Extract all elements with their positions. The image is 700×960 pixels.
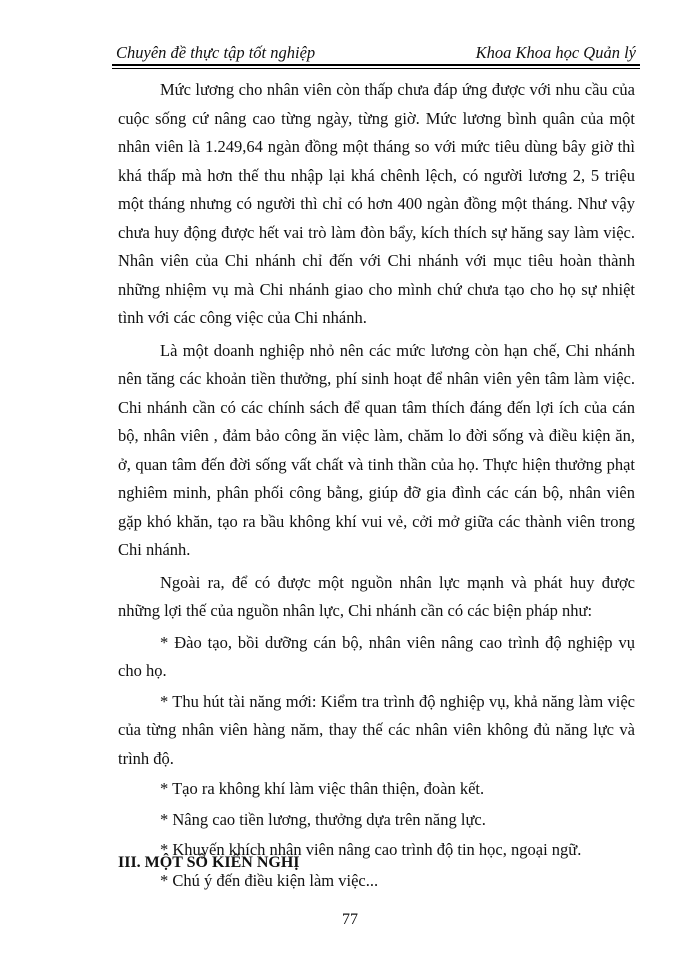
paragraph-small-business: Là một doanh nghiệp nhỏ nên các mức lương còn hạn chế, Chi nhánh nên tăng các khoản tiền thưởng, phí sinh hoạt để nhân viên yên tâm làm việc. Chi nhánh cần có các chính sách để quan tâm thích đáng đến lợi ích của cán bộ, nhân viên , đảm bảo công ăn việc làm, chăm lo đời sống và điều kiện ăn, ở, quan tâm đến đời sống vất chất và tinh thần của họ. Thực hiện thưởng phạt nghiêm minh, phân phối công bằng, giúp đỡ gia đình các cán bộ, nhân viên gặp khó khăn, tạo ra bầu không khí vui vẻ, cởi mở giữa các thành viên trong Chi nhánh. [118,340,635,559]
bullet-working-conditions: * Chú ý đến điều kiện làm việc... [160,870,379,890]
bullet-encourage-skills: * Khuyến khích nhân viên nâng cao trình độ tin học, ngoại ngữ. [160,840,582,859]
paragraph-salary: Mức lương cho nhân viên còn thấp chưa đáp ứng được với nhu cầu của cuộc sống cứ nâng cao từng ngày, từng giờ. Mức lương bình quân của một nhân viên là 1.249,64 ngàn đồng một tháng so với mức tiêu dùng bây giờ thì khá thấp mà hơn thế thu nhập lại khá chênh lệch, có người lương 2, 5 triệu một tháng nhưng có người thì chỉ có hơn 400 ngàn đồng một tháng. Như vậy chưa huy động được hết vai trò làm đòn bẩy, kích thích sự hăng say làm việc. Nhân viên của Chi nhánh chỉ đến với Chi nhánh với mục tiêu hoàn thành những nhiệm vụ mà Chi nhánh giao cho mình chứ chưa tạo cho họ sự nhiệt tình với các công việc của Chi nhánh. [118,80,635,327]
body-text [118,76,635,897]
header-rule-thick [112,64,640,66]
bullet-training: * Đào tạo, bồi dưỡng cán bộ, nhân viên nâng cao trình độ nghiệp vụ cho họ. [118,632,635,680]
header-rule-thin [112,68,640,69]
section-heading: III. MỘT SỐ KIẾN NGHỊ [118,854,300,871]
bullet-raise-salary: * Nâng cao tiền lương, thưởng dựa trên năng lực. [160,809,486,829]
page-number: 77 [342,911,358,928]
bullet-work-atmosphere: * Tạo ra không khí làm việc thân thiện, đoàn kết. [160,779,485,798]
page-header [112,38,640,64]
header-right-department: Khoa Khoa học Quản lý [475,43,636,62]
header-left-title: Chuyên đề thực tập tốt nghiệp [116,43,316,62]
paragraph-measures-intro: Ngoài ra, để có được một nguồn nhân lực mạnh và phát huy được những lợi thế của nguồn nhân lực, Chi nhánh cần có các biện pháp như: [118,572,635,620]
bullet-attract-talent: * Thu hút tài năng mới: Kiểm tra trình độ nghiệp vụ, khả năng làm việc của từng nhân viên hàng năm, thay thế các nhân viên không đủ năng lực và trình độ. [118,691,635,768]
